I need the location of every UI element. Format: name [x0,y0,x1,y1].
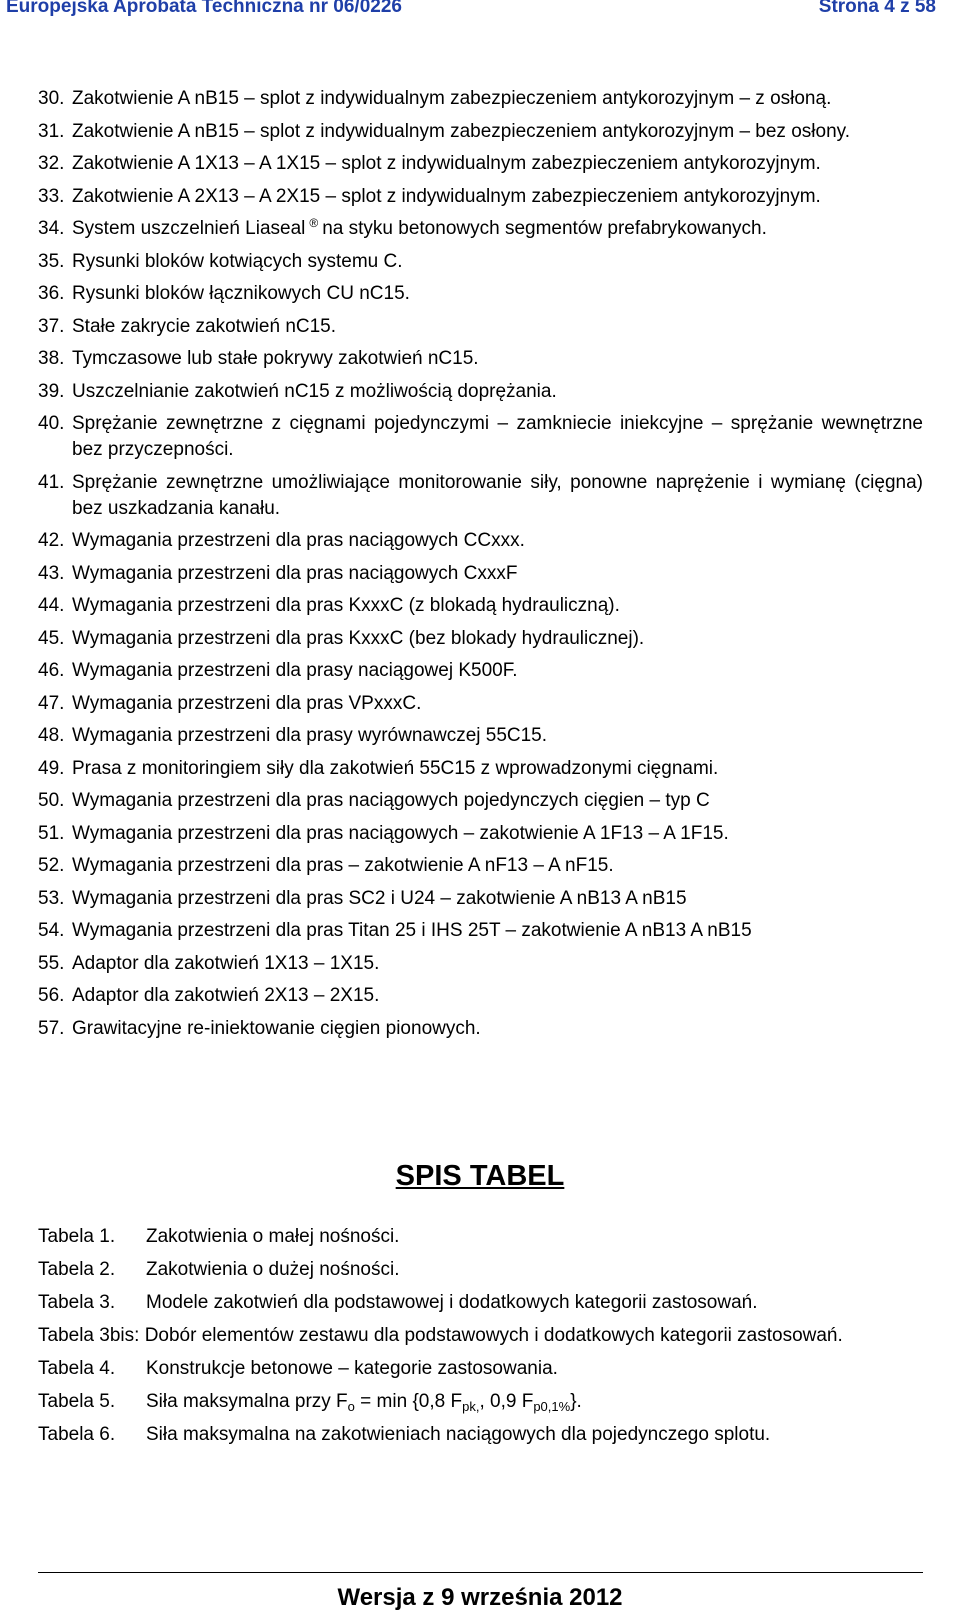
item-number: 47. [38,692,65,714]
list-item [38,756,923,782]
document-title: Europejska Aprobata Techniczna nr 06/0226 [6,0,402,17]
table-entry [38,1356,923,1382]
item-number: 36. [38,283,65,304]
table-entry [38,1323,923,1349]
section-title: SPIS TABEL [395,1160,565,1192]
item-text: Rysunki bloków łącznikowych CU nC15. [72,283,410,304]
table-entry [38,1422,923,1448]
list-item [38,411,923,463]
item-text: Prasa z monitoringiem siły dla zakotwień 55C15 z wprowadzonymi cięgnami. [72,757,719,779]
item-text: Wymagania przestrzeni dla pras naciągowych CxxxF [72,562,518,584]
list-item [38,151,923,177]
list-item [38,886,923,912]
formula-part: = min {0,8 F [354,1391,463,1412]
list-item [38,470,923,522]
item-number: 46. [38,660,65,681]
table-title: Dobór elementów zestawu dla podstawowych i dodatkowych kategorii zastosowań. [144,1325,843,1346]
page-number: Strona 4 z 58 [818,0,936,17]
item-text: Sprężanie zewnętrzne z cięgnami pojedynczymi – zamkniecie iniekcyjne – sprężanie wewnętrzne bez przyczepności. [72,413,923,460]
table-label: Tabela 1. [38,1226,116,1247]
item-number: 39. [38,380,65,402]
item-text: Zakotwienie A nB15 – splot z indywidualnym zabezpieczeniem antykorozyjnym – bez osłony. [72,120,850,142]
formula-part: , 0,9 F [479,1391,534,1412]
page-header [0,0,960,26]
item-number: 34. [38,218,65,239]
formula-subscript: p0,1% [533,1399,571,1414]
item-text: Wymagania przestrzeni dla prasy naciągowej K500F. [72,660,518,681]
formula-subscript: pk, [462,1399,480,1414]
item-text: Zakotwienie A 2X13 – A 2X15 – splot z indywidualnym zabezpieczeniem antykorozyjnym. [72,185,821,207]
list-item [38,216,923,242]
item-number: 41. [38,471,65,493]
item-number: 42. [38,530,65,551]
list-item [38,119,923,145]
item-number: 31. [38,120,65,142]
item-text: Zakotwienie A nB15 – splot z indywidualnym zabezpieczeniem antykorozyjnym – z osłoną. [72,88,832,109]
list-item [38,658,923,684]
item-number: 37. [38,315,65,337]
item-number: 30. [38,88,65,109]
item-number: 44. [38,595,65,616]
item-number: 57. [38,1017,65,1039]
registered-mark: ® [309,215,319,230]
table-entry [38,1290,923,1316]
item-text-part: System uszczelnień Liaseal [72,218,306,239]
item-text: Wymagania przestrzeni dla pras naciągowych pojedynczych cięgien – typ C [72,790,710,811]
table-title: Konstrukcje betonowe – kategorie zastosowania. [146,1358,558,1379]
item-number: 52. [38,855,65,876]
item-text: Tymczasowe lub stałe pokrywy zakotwień nC15. [72,348,479,369]
item-text: Adaptor dla zakotwień 1X13 – 1X15. [72,952,380,974]
formula-part: }. [570,1391,582,1412]
table-label: Tabela 6. [38,1424,116,1445]
list-item [38,184,923,210]
item-number: 56. [38,985,65,1006]
item-text: Grawitacyjne re-iniektowanie cięgien pionowych. [72,1017,481,1039]
item-number: 32. [38,153,65,174]
table-title: Zakotwienia o dużej nośności. [146,1259,400,1280]
figure-list [38,86,923,1048]
table-label: Tabela 3bis: [38,1325,140,1346]
item-text: Wymagania przestrzeni dla pras SC2 i U24 – zakotwienie A nB13 A nB15 [72,887,687,909]
item-number: 43. [38,562,65,584]
item-text: Wymagania przestrzeni dla pras naciągowych – zakotwienie A 1F13 – A 1F15. [72,822,729,844]
table-label: Tabela 2. [38,1259,116,1280]
item-number: 45. [38,627,65,649]
item-text: Stałe zakrycie zakotwień nC15. [72,315,337,337]
table-title: Zakotwienia o małej nośności. [146,1226,400,1247]
table-entry [38,1389,923,1415]
item-number: 49. [38,757,65,779]
list-item [38,626,923,652]
list-item [38,951,923,977]
item-text: Wymagania przestrzeni dla pras KxxxC (z blokadą hydrauliczną). [72,595,620,616]
table-entry [38,1224,923,1250]
table-title: Siła maksymalna na zakotwieniach naciągowych dla pojedynczego splotu. [146,1424,771,1445]
list-item [38,561,923,587]
page-footer: Wersja z 9 września 2012 [337,1584,623,1611]
item-text: Zakotwienie A 1X13 – A 1X15 – splot z indywidualnym zabezpieczeniem antykorozyjnym. [72,153,821,174]
item-text: Sprężanie zewnętrzne umożliwiające monitorowanie siły, ponowne naprężenie i wymianę (cięgna) bez uszkadzania kanału. [72,471,923,519]
item-number: 40. [38,413,65,434]
list-item [38,821,923,847]
list-item [38,314,923,340]
item-text [72,216,923,242]
table-label: Tabela 3. [38,1292,116,1313]
item-number: 54. [38,920,65,941]
table-title [146,1389,923,1415]
item-text: Wymagania przestrzeni dla pras Titan 25 i IHS 25T – zakotwienie A nB13 A nB15 [72,920,752,941]
table-label: Tabela 4. [38,1358,116,1379]
table-title: Modele zakotwień dla podstawowej i dodatkowych kategorii zastosowań. [146,1292,758,1313]
item-number: 38. [38,348,65,369]
list-item [38,723,923,749]
item-text: Wymagania przestrzeni dla pras KxxxC (bez blokady hydraulicznej). [72,627,645,649]
formula-subscript: o [347,1399,355,1414]
list-item [38,593,923,619]
list-item [38,86,923,112]
list-item [38,918,923,944]
item-text: Wymagania przestrzeni dla pras – zakotwienie A nF13 – A nF15. [72,855,614,876]
list-item [38,691,923,717]
table-label: Tabela 5. [38,1391,116,1412]
footer-divider [38,1572,923,1573]
item-number: 53. [38,887,65,909]
list-item [38,1016,923,1042]
list-item [38,281,923,307]
list-item [38,853,923,879]
item-number: 50. [38,790,65,811]
formula-part: Siła maksymalna przy F [146,1391,348,1412]
list-item [38,379,923,405]
item-text: Wymagania przestrzeni dla pras VPxxxC. [72,692,422,714]
item-text: Uszczelnianie zakotwień nC15 z możliwością doprężania. [72,380,557,402]
item-number: 35. [38,250,65,272]
list-item [38,528,923,554]
tables-list [38,1224,923,1455]
item-number: 33. [38,185,65,207]
item-text: Wymagania przestrzeni dla pras naciągowych CCxxx. [72,530,525,551]
item-text: Adaptor dla zakotwień 2X13 – 2X15. [72,985,380,1006]
item-number: 51. [38,822,65,844]
item-number: 48. [38,725,65,746]
table-entry [38,1257,923,1283]
item-number: 55. [38,952,65,974]
list-item [38,346,923,372]
list-item [38,983,923,1009]
item-text: Rysunki bloków kotwiących systemu C. [72,250,403,272]
list-item [38,788,923,814]
item-text: Wymagania przestrzeni dla prasy wyrównawczej 55C15. [72,725,548,746]
item-text-part: na styku betonowych segmentów prefabrykowanych. [322,218,767,239]
list-item [38,249,923,275]
